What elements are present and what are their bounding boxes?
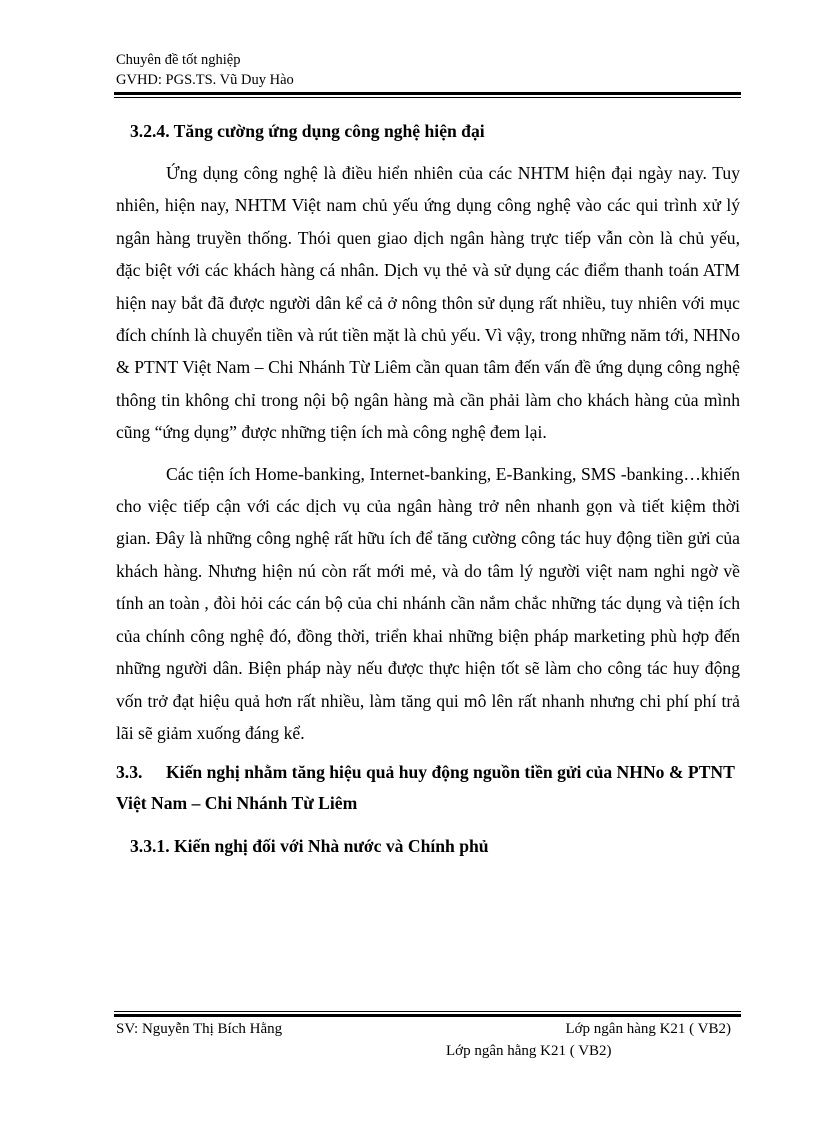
- section-3-3-1-heading: 3.3.1. Kiến nghị đối với Nhà nước và Chính phủ: [130, 836, 489, 857]
- page-header: [116, 50, 741, 90]
- footer-rule-thin: [114, 1011, 741, 1012]
- paragraph-ebanking-utilities: Các tiện ích Home-banking, Internet-banking, E-Banking, SMS -banking…khiến cho việc tiếp cận với các dịch vụ của ngân hàng trở nên nhanh gọn và tiết kiệm thời gian. Đây là những công nghệ rất hữu ích để tăng cường công tác huy động tiền gửi của khách hàng. Nhưng hiện nú còn rất mới mẻ, và do tâm lý người việt nam nghi ngờ về tính an toàn , đòi hỏi các cán bộ của chi nhánh cần nắm chắc những tác dụng và tiện ích của chính công nghệ đó, đồng thời, triển khai những biện pháp marketing phù hợp đến những người dân. Biện pháp này nếu được thực hiện tốt sẽ làm cho công tác huy động vốn trở đạt hiệu quả hơn rất nhiều, làm tăng qui mô lên rất nhanh nhưng chi phí phí trả lãi sẽ giảm xuống đáng kể.: [116, 463, 740, 743]
- header-advisor: GVHD: PGS.TS. Vũ Duy Hào: [116, 72, 294, 88]
- section-3-3-title: Kiến nghị nhằm tăng hiệu quả huy động nguồn tiền gửi của NHNo & PTNT Việt Nam – Chi Nhánh Từ Liêm: [116, 762, 735, 814]
- footer-rule-thick: [114, 1014, 741, 1017]
- paragraph-technology-application: Ứng dụng công nghệ là điều hiển nhiên của các NHTM hiện đại ngày nay. Tuy nhiên, hiện nay, NHTM Việt nam chủ yếu ứng dụng công nghệ vào các qui trình xử lý ngân hàng truyền thống. Thói quen giao dịch ngân hàng trực tiếp vẫn còn là chủ yếu, đặc biệt với các khách hàng cá nhân. Dịch vụ thẻ và sử dụng các điểm thanh toán ATM hiện nay bắt đã được người dân kể cả ở nông thôn sử dụng rất nhiều, tuy nhiên với mục đích chính là chuyển tiền và rút tiền mặt là chủ yếu. Vì vậy, trong những năm tới, NHNo & PTNT Việt Nam – Chi Nhánh Từ Liêm cần quan tâm đến vấn đề ứng dụng công nghệ thông tin không chỉ trong nội bộ ngân hàng mà cần phải làm cho khách hàng của mình cũng “ứng dụng” được những tiện ích mà công nghệ đem lại.: [116, 163, 740, 443]
- page-body: [116, 118, 740, 859]
- header-rule-thin: [114, 97, 741, 98]
- section-3-3-heading: [116, 757, 740, 819]
- section-3-3-number: 3.3.: [116, 762, 143, 783]
- header-thesis-label: Chuyên đề tốt nghiệp: [116, 52, 241, 68]
- section-3-2-4-heading: 3.2.4. Tăng cường ứng dụng công nghệ hiện đại: [130, 121, 485, 141]
- footer-class-label-repeat: Lớp ngân hằng K21 ( VB2): [446, 1043, 612, 1059]
- footer-class-label: Lớp ngân hàng K21 ( VB2): [565, 1021, 731, 1037]
- footer-student-name: SV: Nguyễn Thị Bích Hằng: [116, 1021, 283, 1037]
- header-rule-thick: [114, 92, 741, 95]
